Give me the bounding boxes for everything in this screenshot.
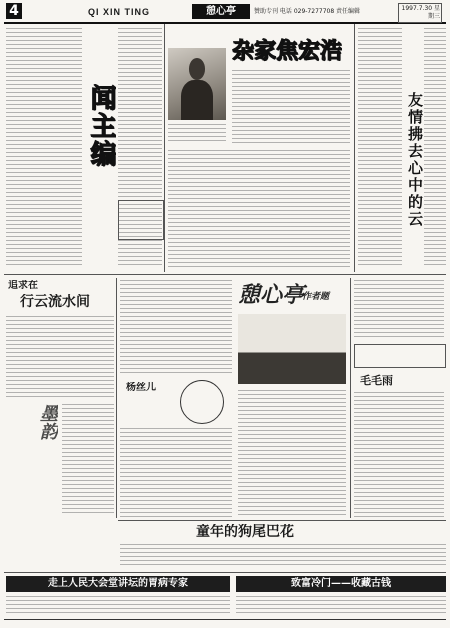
article-center-bottom-text bbox=[120, 544, 446, 568]
calligraphy-artwork: 墨韵 bbox=[37, 404, 58, 440]
bottom-right-text bbox=[236, 596, 446, 616]
article-left-top-text bbox=[6, 28, 82, 268]
inset-box bbox=[118, 200, 164, 240]
section-rule bbox=[118, 520, 446, 521]
page-footer bbox=[4, 619, 446, 627]
section-title: 憩心亭 bbox=[192, 4, 250, 19]
article-center-lower-text-2 bbox=[120, 428, 232, 518]
article-center-mid-text bbox=[168, 150, 350, 268]
article-right-top-text-2 bbox=[424, 28, 446, 268]
column-rule bbox=[116, 278, 117, 518]
calligraphy-title: 憩心亭 bbox=[238, 282, 305, 308]
article-left-mid-text bbox=[6, 316, 114, 398]
issue-date: 1997.7.30 星期三 bbox=[398, 3, 442, 23]
left-lower-headline: 行云流水间 bbox=[20, 294, 90, 310]
column-rule bbox=[350, 278, 351, 518]
column-rule bbox=[164, 24, 165, 272]
article-right-top-text bbox=[358, 28, 402, 268]
article-center-right-text bbox=[238, 390, 346, 518]
center-lower-headline: 童年的狗尾巴花 bbox=[196, 524, 294, 540]
left-vertical-headline: 闻主编 bbox=[86, 84, 116, 168]
calligraphy-signature: 作者题 bbox=[302, 292, 330, 302]
portrait-head bbox=[189, 58, 205, 80]
paper-name: QI XIN TING bbox=[88, 7, 151, 17]
article-right-mid-text-2 bbox=[354, 392, 444, 518]
page-number: 4 bbox=[6, 3, 22, 19]
portrait-body bbox=[181, 80, 213, 120]
article-center-lower-text bbox=[120, 280, 232, 376]
article-right-mid-text bbox=[354, 280, 444, 340]
bottom-right-banner: 致富冷门——收藏古钱 bbox=[236, 576, 446, 592]
right-small-headline: 毛毛雨 bbox=[360, 374, 393, 387]
column-rule bbox=[354, 24, 355, 272]
section-rule bbox=[4, 274, 446, 275]
section-rule bbox=[4, 572, 446, 573]
center-headline: 杂家焦宏浩 bbox=[232, 38, 343, 64]
article-center-top-text bbox=[232, 70, 350, 146]
portrait-photo bbox=[168, 48, 226, 120]
bottom-left-banner: 走上人民大会堂讲坛的胃病专家 bbox=[6, 576, 230, 592]
center-small-headline: 杨丝儿 bbox=[126, 382, 156, 393]
editor-line: 赞助专刊 电话 029-7277708 责任编辑 bbox=[254, 8, 361, 15]
right-inset-box bbox=[354, 344, 446, 368]
landscape-photo bbox=[238, 314, 346, 384]
bottom-left-text bbox=[6, 596, 230, 616]
decorative-seal bbox=[180, 380, 224, 424]
article-left-mid-text-2 bbox=[62, 404, 114, 514]
left-kicker: 追求在 bbox=[8, 280, 38, 291]
masthead bbox=[4, 2, 446, 24]
portrait-caption bbox=[168, 124, 226, 144]
right-vertical-headline: 友情拂去心中的云 bbox=[406, 92, 424, 228]
